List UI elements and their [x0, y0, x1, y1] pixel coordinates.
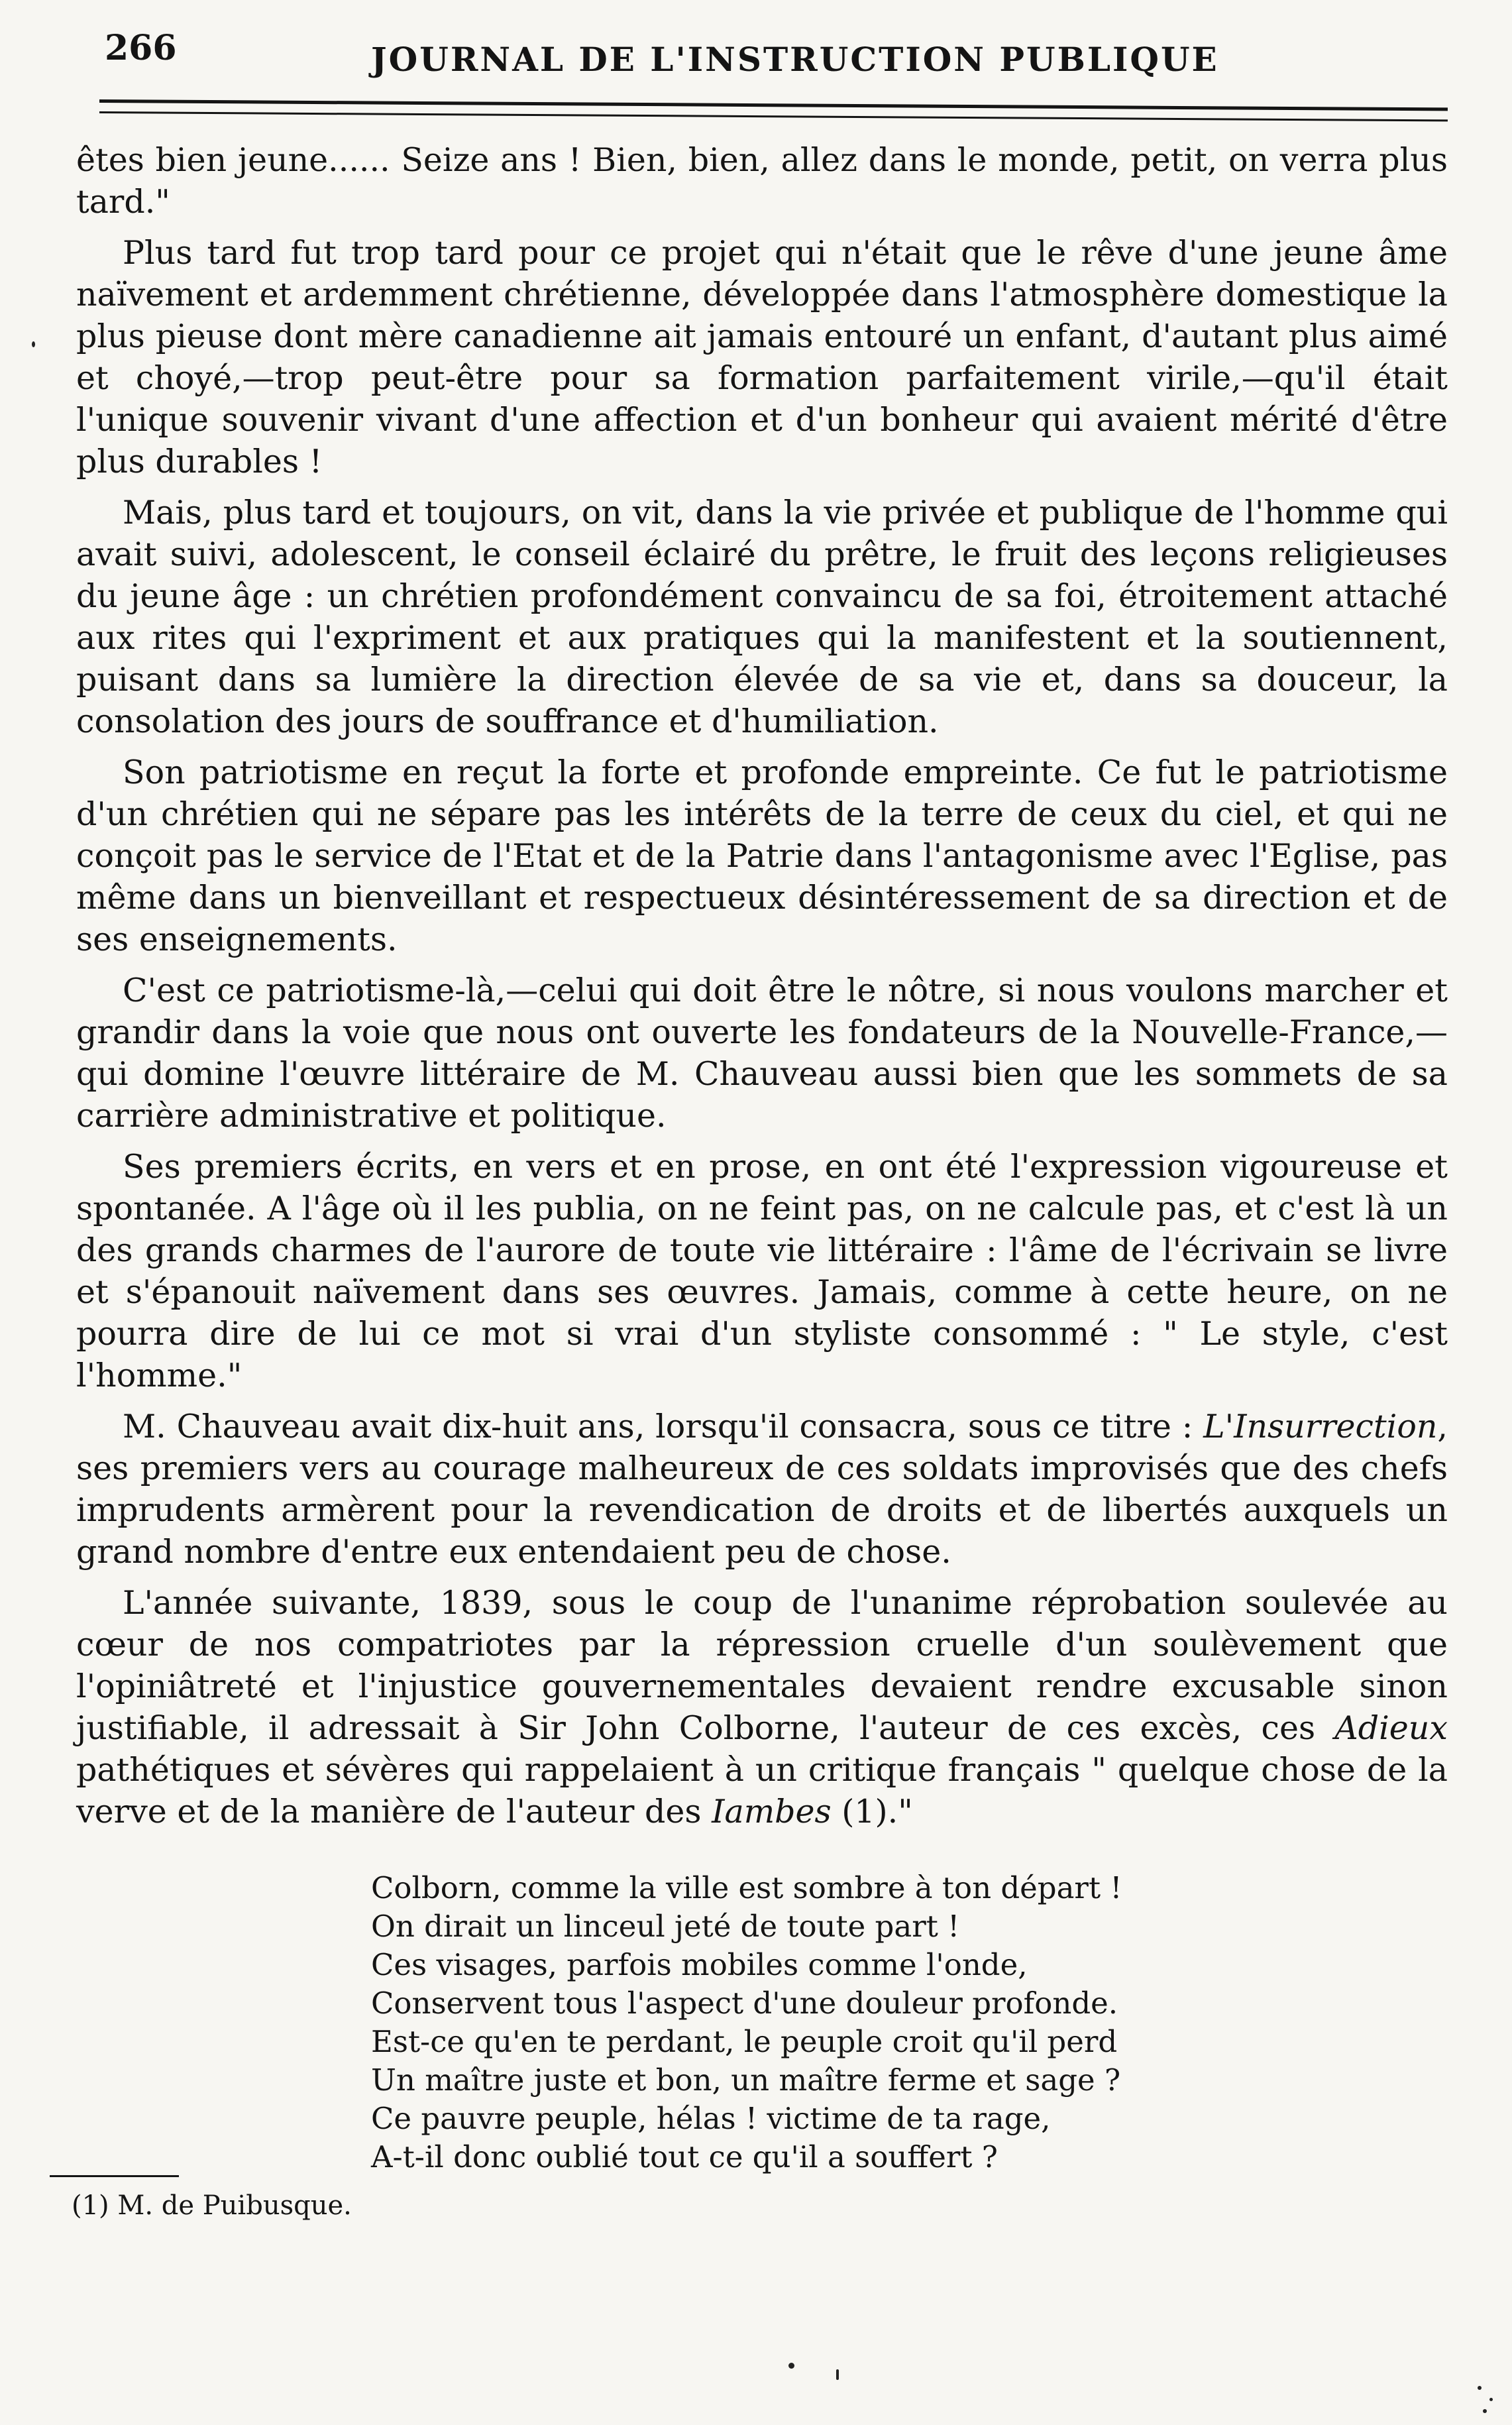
footnote: (1) M. de Puibusque.	[72, 2190, 352, 2221]
poem-line: A-t-il donc oublié tout ce qu'il a souffert ?	[371, 2139, 998, 2174]
poem-line: On dirait un linceul jeté de toute part !	[371, 1909, 960, 1944]
print-speck	[32, 341, 35, 347]
poem-line: Ces visages, parfois mobiles comme l'onde,	[371, 1947, 1028, 1982]
header-rule-thick	[99, 99, 1448, 111]
paragraph-5: C'est ce patriotisme-là,—celui qui doit être le nôtre, si nous voulons marcher et grandir dans la voie que nous ont ouverte les fondateurs de la Nouvelle-France,—qui domine l'œuvre littéraire de M. Chauveau aussi bien que les sommets de sa carrière administrative et politique.	[76, 972, 1448, 1135]
paragraph-1: êtes bien jeune...... Seize ans ! Bien, bien, allez dans le monde, petit, on verra plus tard."	[76, 141, 1448, 221]
work-title-insurrection: L'Insurrection	[1203, 1408, 1438, 1445]
poem-line: Est-ce qu'en te perdant, le peuple croit qu'il perd	[371, 2024, 1118, 2059]
poem-stanza	[371, 1869, 1166, 2176]
work-title-adieux: Adieux	[1334, 1709, 1448, 1747]
paragraph-4: Son patriotisme en reçut la forte et profonde empreinte. Ce fut le patriotisme d'un chrétien qui ne sépare pas les intérêts de la terre de ceux du ciel, et qui ne conçoit pas le service de l'Etat et de la Patrie dans l'antagonisme avec l'Eglise, pas même dans un bienveillant et respectueux désintéressement de sa direction et de ses enseignements.	[76, 754, 1448, 958]
paragraph-3: Mais, plus tard et toujours, on vit, dans la vie privée et publique de l'homme qui avait suivi, adolescent, le conseil éclairé du prêtre, le fruit des leçons religieuses du jeune âge : un chrétien profondément convaincu de sa foi, étroitement attaché aux rites qui l'expriment et aux pratiques qui la manifestent et la soutiennent, puisant dans sa lumière la direction élevée de sa vie et, dans sa douceur, la consolation des jours de souffrance et d'humiliation.	[76, 494, 1448, 740]
page-number: 266	[105, 28, 177, 68]
print-speck	[788, 2363, 794, 2369]
paragraph-2: Plus tard fut trop tard pour ce projet qui n'était que le rêve d'une jeune âme naïvement et ardemment chrétienne, développée dans l'atmosphère domestique la plus pieuse dont mère canadienne ait jamais entouré un enfant, d'autant plus aimé et choyé,—trop peut-être pour sa formation parfaitement virile,—qu'il était l'unique souvenir vivant d'une affection et d'un bonheur qui avaient mérité d'être plus durables !	[76, 234, 1448, 480]
paragraph-7-text-a: M. Chauveau avait dix-huit ans, lorsqu'il consacra, sous ce titre :	[123, 1408, 1204, 1445]
paragraph-7	[76, 1406, 1448, 1573]
poem-line: Un maître juste et bon, un maître ferme et sage ?	[371, 2062, 1121, 2098]
print-speck	[1483, 2409, 1487, 2413]
header-rule-thin	[99, 111, 1448, 121]
paragraph-6: Ses premiers écrits, en vers et en prose, en ont été l'expression vigoureuse et spontanée. A l'âge où il les publia, on ne feint pas, on ne calcule pas, et c'est là un des grands charmes de l'aurore de toute vie littéraire : l'âme de l'écrivain se livre et s'épanouit naïvement dans ses œuvres. Jamais, comme à cette heure, on ne pourra dire de lui ce mot si vrai d'un styliste consommé : " Le style, c'est l'homme."	[76, 1148, 1448, 1394]
work-title-iambes: Iambes	[712, 1793, 832, 1831]
poem-line: Colborn, comme la ville est sombre à ton départ !	[371, 1870, 1122, 1905]
running-head: JOURNAL DE L'INSTRUCTION PUBLIQUE	[371, 40, 1219, 79]
body-text	[76, 139, 1448, 1842]
print-speck	[1478, 2386, 1482, 2390]
footnote-rule	[50, 2175, 179, 2177]
paragraph-8-text-a: L'année suivante, 1839, sous le coup de l'unanime réprobation soulevée au cœur de nos compatriotes par la répression cruelle d'un soulèvement que l'opiniâtreté et l'injustice gouvernementales devaient rendre excusable sinon justifiable, il adressait à Sir John Colborne, l'auteur de ces excès, ces	[76, 1584, 1448, 1747]
poem-line: Conservent tous l'aspect d'une douleur profonde.	[371, 1986, 1118, 2021]
paragraph-8-text-b: pathétiques et sévères qui rappelaient à un critique français " quelque chose de la verve et de la manière de l'auteur des	[76, 1751, 1448, 1831]
print-speck	[836, 2369, 839, 2380]
print-speck	[1489, 2398, 1493, 2401]
paragraph-8-text-c: (1)."	[831, 1793, 913, 1831]
paragraph-8	[76, 1582, 1448, 1833]
paragraph-7-text-b: , ses premiers vers au courage malheureux de ces soldats improvisés que des chefs imprudents armèrent pour la revendication de droits et de libertés auxquels un grand nombre d'entre eux entendaient peu de chose.	[76, 1408, 1448, 1571]
poem-line: Ce pauvre peuple, hélas ! victime de ta rage,	[371, 2101, 1051, 2136]
